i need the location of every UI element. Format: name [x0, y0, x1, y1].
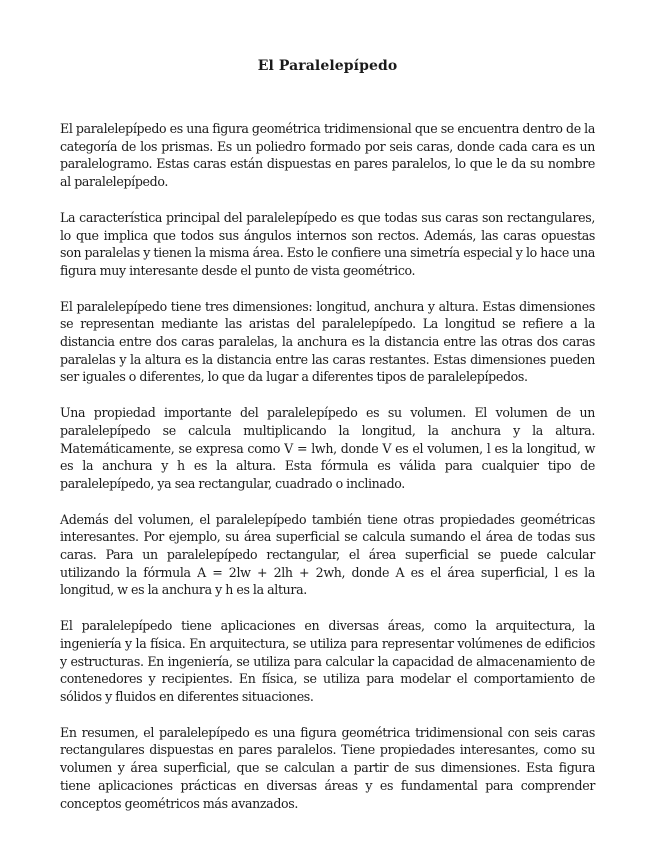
- paragraph-volume: Una propiedad importante del paralelepípedo es su volumen. El volumen de un paralelepípedo se calcula multiplicando la longitud, la anchura y la altura. Matemáticamente, se expresa como V = lwh, donde V es el volumen, l es la longitud, w es la anchura y h es la altura. Esta fórmula es válida para cualquier tipo de paralelepípedo, ya sea rectangular, cuadrado o inclinado.: [60, 405, 595, 491]
- paragraph-summary: En resumen, el paralelepípedo es una figura geométrica tridimensional con seis caras rectangulares dispuestas en pares paralelos. Tiene propiedades interesantes, como su volumen y área superficial, que se calculan a partir de sus dimensiones. Esta figura tiene aplicaciones prácticas en diversas áreas y es fundamental para comprender conceptos geométricos más avanzados.: [60, 724, 595, 811]
- document-title: El Paralelepípedo: [257, 58, 398, 74]
- paragraph-dimensions: El paralelepípedo tiene tres dimensiones: longitud, anchura y altura. Estas dimensiones se representan mediante las aristas del paralelepípedo. La longitud se refiere a la distancia entre dos caras paralelas, la anchura es la distancia entre las otras dos caras paralelas y la altura es la distancia entre las caras restantes. Estas dimensiones pueden ser iguales o diferentes, lo que da lugar a diferentes tipos de paralelepípedos.: [60, 298, 595, 385]
- paragraph-introduction: El paralelepípedo es una figura geométrica tridimensional que se encuentra dentro de la categoría de los prismas. Es un poliedro formado por seis caras, donde cada cara es un paralelogramo. Estas caras están dispuestas en pares paralelos, lo que le da su nombre al paralelepípedo.: [60, 121, 595, 190]
- paragraph-applications: El paralelepípedo tiene aplicaciones en diversas áreas, como la arquitectura, la ingeniería y la física. En arquitectura, se utiliza para representar volúmenes de edificios y estructuras. En ingeniería, se utiliza para calcular la capacidad de almacenamiento de contenedores y recipientes. En física, se utiliza para modelar el comportamiento de sólidos y fluidos en diferentes situaciones.: [60, 618, 595, 704]
- paragraph-surface-area: Además del volumen, el paralelepípedo también tiene otras propiedades geométricas interesantes. Por ejemplo, su área superficial se calcula sumando el área de todas sus caras. Para un paralelepípedo rectangular, el área superficial se puede calcular utilizando la fórmula A = 2lw + 2lh + 2wh, donde A es el área superficial, l es la longitud, w es la anchura y h es la altura.: [60, 511, 595, 598]
- paragraph-characteristics: La característica principal del paralelepípedo es que todas sus caras son rectangulares, lo que implica que todos sus ángulos internos son rectos. Además, las caras opuestas son paralelas y tienen la misma área. Esto le confiere una simetría especial y lo hace una figura muy interesante desde el punto de vista geométrico.: [60, 209, 595, 278]
- document-page: [60, 58, 595, 830]
